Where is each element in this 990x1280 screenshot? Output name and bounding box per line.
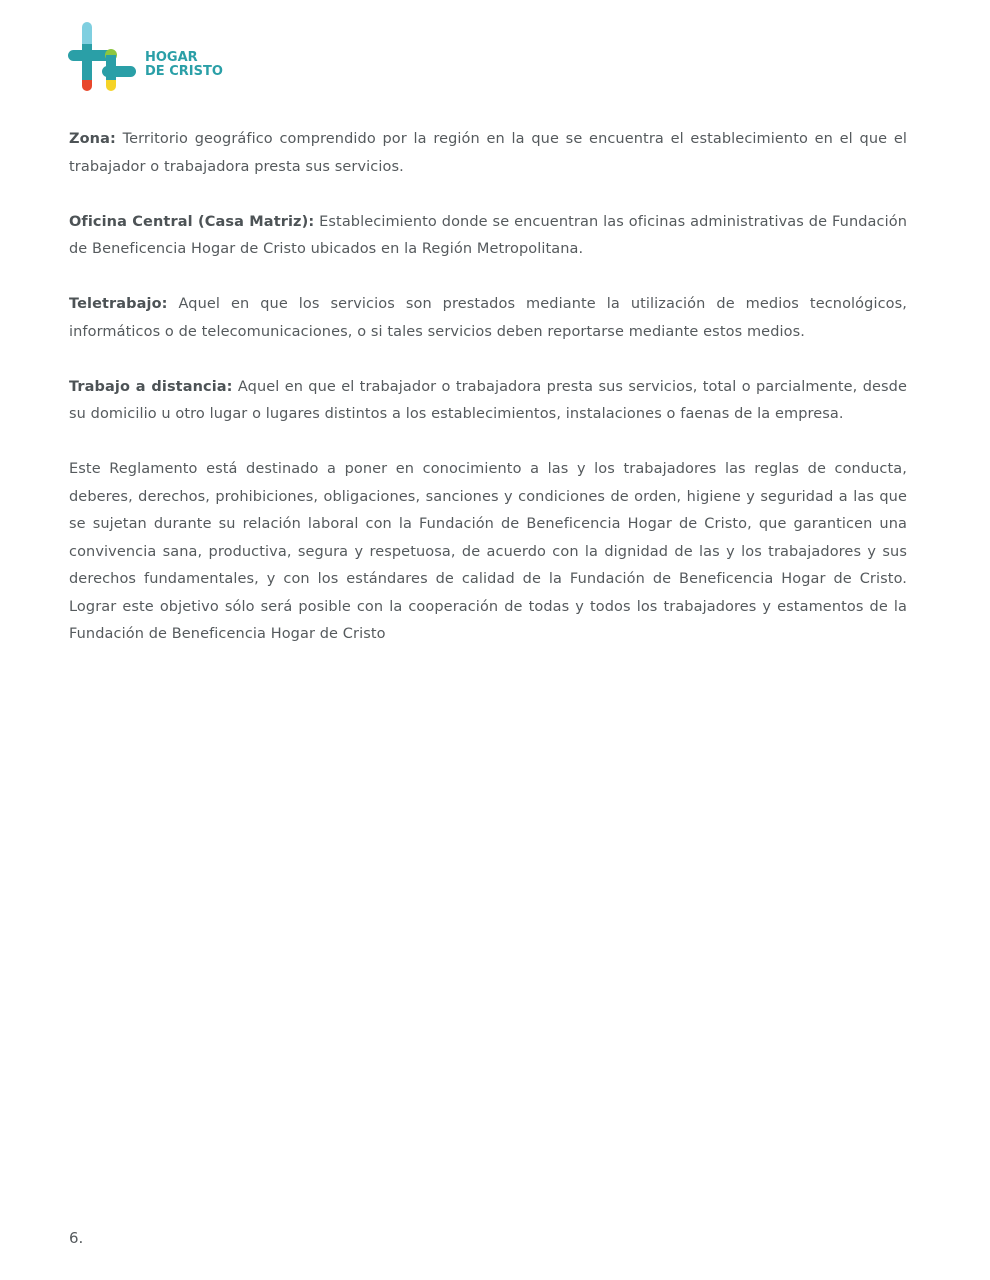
hogar-de-cristo-logo-icon xyxy=(68,22,136,92)
definition-text: Aquel en que el trabajador o trabajadora presta sus servicios, total o parcialmente, desde su domicilio u otro lugar o lugares distintos a los establecimientos, instalaciones o faenas de la empresa. xyxy=(69,378,907,422)
definition-text: Territorio geográfico comprendido por la región en la que se encuentra el establecimiento en el que el trabajador o trabajadora presta sus servicios. xyxy=(69,131,907,175)
definition-term: Trabajo a distancia: xyxy=(69,378,233,395)
definition-term: Zona: xyxy=(69,131,116,147)
definition-trabajo-a-distancia xyxy=(69,374,907,429)
definition-term: Oficina Central (Casa Matriz): xyxy=(69,213,315,230)
page-number: 6. xyxy=(69,1229,84,1247)
logo-line-2: DE CRISTO xyxy=(145,64,223,79)
logo-line-1: HOGAR xyxy=(145,50,198,65)
definition-text: Aquel en que los servicios son prestados mediante la utilización de medios tecnológicos, informáticos o de telecomunicaciones, o si tales servicios deben reportarse mediante estos medios. xyxy=(69,296,907,340)
logo-wordmark xyxy=(145,51,223,79)
reglamento-purpose-paragraph: Este Reglamento está destinado a poner en conocimiento a las y los trabajadores las reglas de conducta, deberes, derechos, prohibiciones, obligaciones, sanciones y condiciones de orden, higiene y seguridad a las que se sujetan durante su relación laboral con la Fundación de Beneficencia Hogar de Cristo, que garanticen una convivencia sana, productiva, segura y respetuosa, de acuerdo con la dignidad de las y los trabajadores y sus derechos fundamentales, y con los estándares de calidad de la Fundación de Beneficencia Hogar de Cristo. Lograr este objetivo sólo será posible con la cooperación de todas y todos los trabajadores y estamentos de la Fundación de Beneficencia Hogar de Cristo xyxy=(69,461,907,642)
definition-oficina-central xyxy=(69,209,907,264)
definition-zona xyxy=(69,126,907,181)
definition-term: Teletrabajo: xyxy=(69,296,168,312)
document-body xyxy=(69,126,907,676)
header xyxy=(68,22,268,92)
definition-text: Establecimiento donde se encuentran las oficinas administrativas de Fundación de Beneficencia Hogar de Cristo ubicados en la Región Metropolitana. xyxy=(69,213,907,257)
definition-teletrabajo xyxy=(69,291,907,346)
